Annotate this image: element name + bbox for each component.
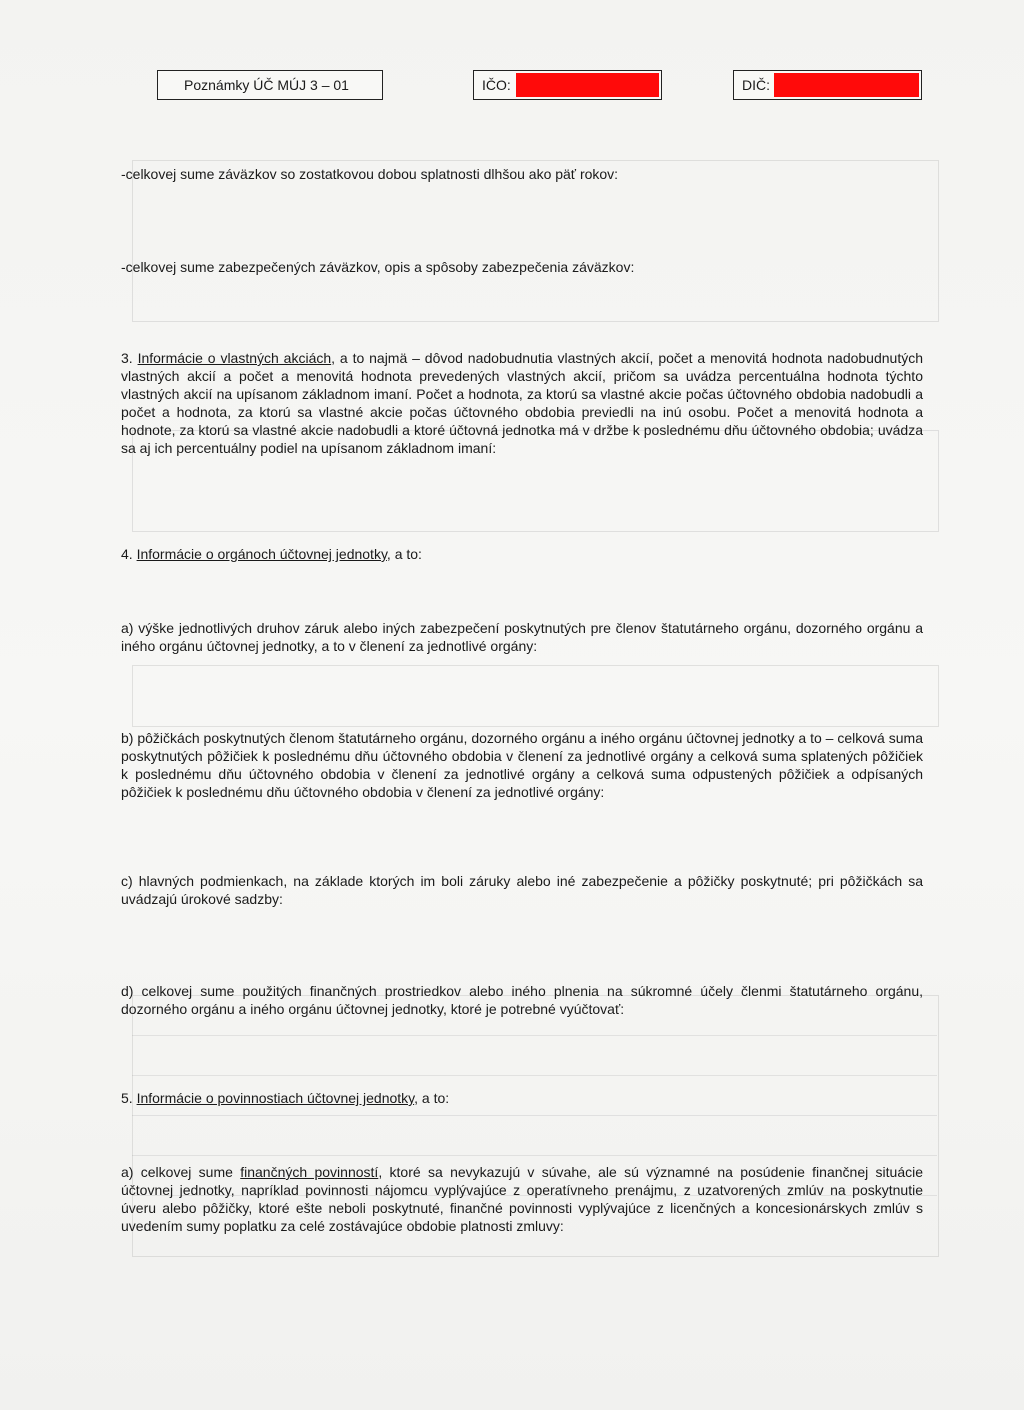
bleed-through-box (132, 160, 939, 322)
section-5a-paragraph (121, 1163, 923, 1235)
section-3-body: , a to najmä – dôvod nadobudnutia vlastných akcií, počet a menovitá hodnota nadobudnutých vlastných akcií a počet a menovitá hodnota prevedených vlastných akcií, pričom sa uvádza percentuálna hodnota týchto vlastných akcií na upísanom základnom imaní. Počet a hodnota, za ktorú sa vlastné akcie počas účtovného obdobia nadobudli a počet a hodnota, za ktorú sa vlastné akcie počas účtovného obdobia previedli na inú osobu. Počet a menovitá hodnota a hodnote, za ktorú sa vlastné akcie nadobudli a ktoré účtovná jednotka má v držbe k poslednému dňu účtovného obdobia; uvádza sa aj ich percentuálny podiel na upísanom základnom imaní: (121, 350, 924, 456)
bleed-through-line (132, 1155, 937, 1156)
section-5a-body: , ktoré sa nevykazujú v súvahe, ale sú významné na posúdenie finančnej situácie účtovnej jednotky, napríklad povinnosti nájomcu vyplývajúce z operatívneho prenájmu, z uzatvorených zmlúv na poskytnutie úveru alebo pôžičky, ktoré ešte neboli poskytnuté, finančné povinnosti vyplývajúce z licenčných a koncesionárskych zmlúv s uvedením sumy poplatku za celé zostávajúce obdobie platnosti zmluvy: (121, 1164, 924, 1234)
bleed-through-line (132, 1035, 937, 1036)
dic-label: DIČ: (742, 77, 770, 93)
section-4b-paragraph: b) pôžičkách poskytnutých členom štatutárneho orgánu, dozorného orgánu a iného orgánu účtovnej jednotky a to – celková suma poskytnutých pôžičiek k poslednému dňu účtovného obdobia v členení za jednotlivé orgány a celková suma splatených pôžičiek k poslednému dňu účtovného obdobia v členení za jednotlivé orgány a celková suma odpustených pôžičiek a odpísaných pôžičiek k poslednému dňu účtovného obdobia v členení za jednotlivé orgány: (121, 730, 923, 800)
section-4-heading: Informácie o orgánoch účtovnej jednotky (136, 546, 387, 562)
form-title-box (157, 70, 383, 100)
section-5-heading: Informácie o povinnostiach účtovnej jednotky (136, 1090, 415, 1106)
section-5a-underlined-term: finančných povinností (240, 1164, 379, 1180)
ico-field (473, 70, 662, 100)
dic-field (733, 70, 922, 100)
form-title: Poznámky ÚČ MÚJ 3 – 01 (184, 77, 349, 93)
long-term-liabilities-line: -celkovej sume záväzkov so zostatkovou dobou splatnosti dlhšou ako päť rokov: (121, 166, 619, 182)
section-4-number: 4. (121, 546, 137, 562)
dic-redaction (774, 73, 919, 97)
section-4d-paragraph: d) celkovej sume použitých finančných prostriedkov alebo iného plnenia na súkromné účely členmi štatutárneho orgánu, dozorného orgánu a iného orgánu účtovnej jednotky, ktoré je potrebné vyúčtovať: (121, 983, 923, 1017)
section-5-tail: , a to: (414, 1090, 450, 1106)
bleed-through-line (132, 1115, 937, 1116)
section-3-heading: Informácie o vlastných akciách (137, 350, 332, 366)
section-3-number: 3. (121, 350, 138, 366)
section-4a-paragraph: a) výške jednotlivých druhov záruk alebo iných zabezpečení poskytnutých pre členov štatutárneho orgánu, dozorného orgánu a iného orgánu účtovnej jednotky, a to v členení za jednotlivé orgány: (121, 620, 923, 654)
section-4-tail: , a to: (386, 546, 422, 562)
section-4-heading-line (121, 545, 923, 563)
ico-label: IČO: (482, 77, 511, 93)
secured-liabilities-line: -celkovej sume zabezpečených záväzkov, opis a spôsoby zabezpečenia záväzkov: (121, 259, 635, 275)
ico-redaction (516, 73, 659, 97)
section-5a-prefix: a) celkovej sume (121, 1164, 241, 1180)
section-4c-paragraph: c) hlavných podmienkach, na základe ktorých im boli záruky alebo iné zabezpečenie a pôžičky poskytnuté; pri pôžičkách sa uvádzajú úrokové sadzby: (121, 873, 923, 907)
bleed-through-box (132, 665, 939, 727)
section-5-heading-line (121, 1089, 923, 1107)
section-3-paragraph (121, 349, 923, 457)
section-5-number: 5. (121, 1090, 137, 1106)
bleed-through-line (132, 1075, 937, 1076)
